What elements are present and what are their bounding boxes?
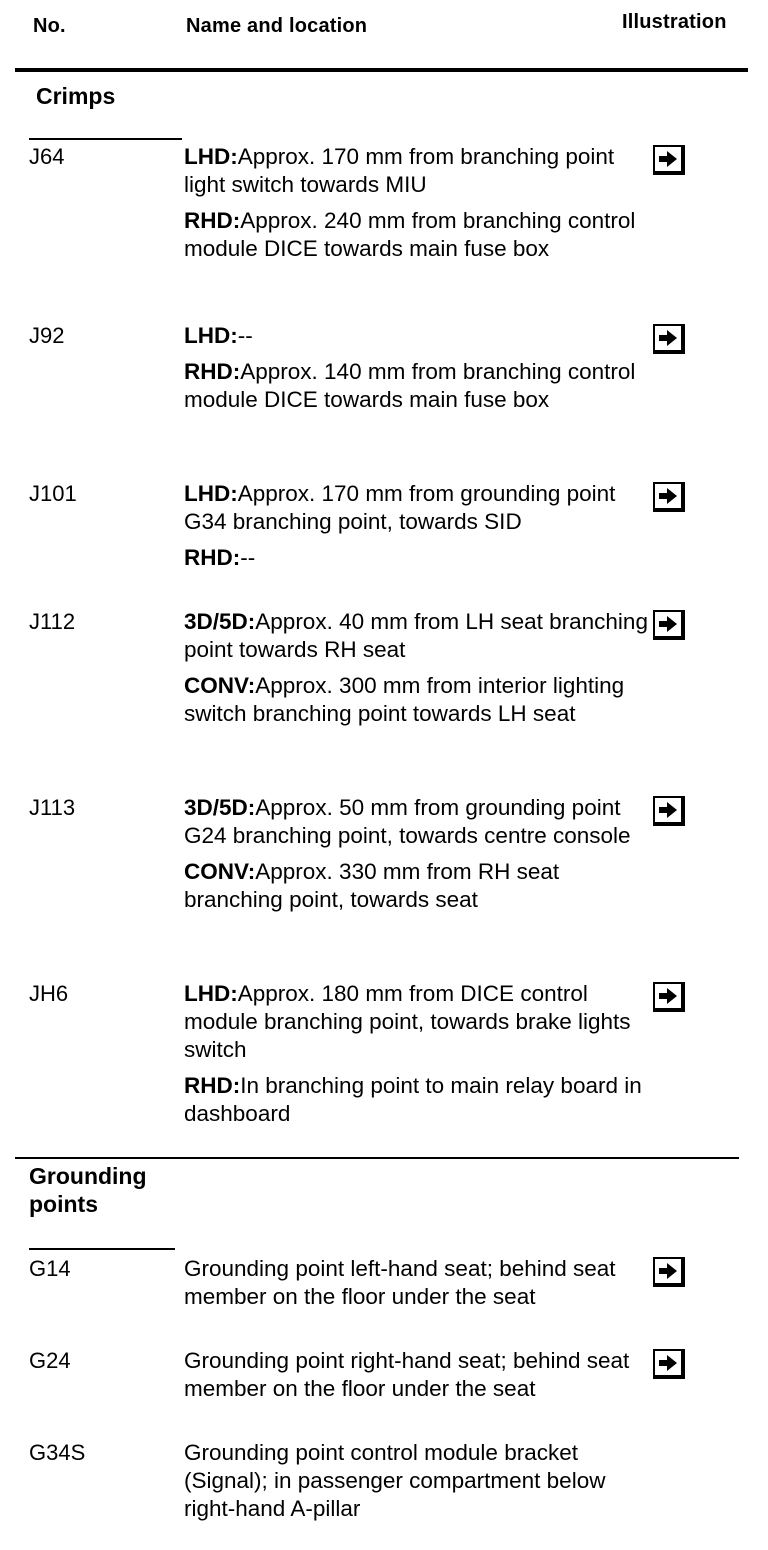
illustration-link[interactable]: [653, 145, 685, 175]
column-header-name-location: Name and location: [186, 15, 368, 37]
variant-text: Approx. 40 mm from LH seat branching point towards RH seat: [184, 609, 648, 662]
section-divider-grounding: [29, 1248, 175, 1250]
variant-text: Approx. 140 mm from branching control module DICE towards main fuse box: [184, 359, 636, 412]
variant-text: Approx. 240 mm from branching control module DICE towards main fuse box: [184, 208, 636, 261]
item-description: [184, 1439, 654, 1531]
variant-label: RHD:: [184, 545, 241, 570]
description-text: Grounding point left-hand seat; behind seat member on the floor under the seat: [184, 1256, 616, 1309]
variant-text: Approx. 180 mm from DICE control module branching point, towards brake lights switch: [184, 981, 631, 1062]
arrow-right-icon: [655, 984, 681, 1008]
variant-label: 3D/5D:: [184, 609, 256, 634]
section-title-line: points: [29, 1191, 98, 1217]
item-description: [184, 608, 654, 736]
illustration-link[interactable]: [653, 1349, 685, 1379]
item-number: G14: [29, 1256, 71, 1281]
item-description: [184, 794, 654, 922]
item-description: [184, 980, 654, 1136]
variant-text: Approx. 170 mm from grounding point G34 branching point, towards SID: [184, 481, 616, 534]
section-title-line: Grounding: [29, 1163, 147, 1189]
illustration-link[interactable]: [653, 982, 685, 1012]
variant-label: 3D/5D:: [184, 795, 256, 820]
item-number: J113: [29, 795, 76, 820]
arrow-right-icon: [655, 1351, 681, 1375]
illustration-link[interactable]: [653, 324, 685, 354]
arrow-right-icon: [655, 798, 681, 822]
arrow-right-icon: [655, 326, 681, 350]
variant-text: In branching point to main relay board in dashboard: [184, 1073, 642, 1126]
arrow-right-icon: [655, 147, 681, 171]
illustration-link[interactable]: [653, 1257, 685, 1287]
variant-text: --: [237, 323, 253, 348]
section-title-grounding-points: [29, 1162, 147, 1218]
description-text: Grounding point control module bracket (Signal); in passenger compartment below right-hand A-pillar: [184, 1440, 606, 1521]
item-number: J92: [29, 323, 65, 348]
column-header-no: No.: [33, 15, 66, 37]
section-divider-top: [15, 1157, 739, 1159]
item-description: [184, 1255, 654, 1319]
variant-label: CONV:: [184, 673, 256, 698]
variant-text: Approx. 50 mm from grounding point G24 branching point, towards centre console: [184, 795, 631, 848]
column-header-illustration: Illustration: [622, 11, 727, 33]
item-number: G34S: [29, 1440, 86, 1465]
arrow-right-icon: [655, 484, 681, 508]
item-description: [184, 143, 654, 271]
variant-text: --: [240, 545, 256, 570]
variant-text: Approx. 170 mm from branching point light switch towards MIU: [184, 144, 615, 197]
arrow-right-icon: [655, 1259, 681, 1283]
variant-text: Approx. 300 mm from interior lighting switch branching point towards LH seat: [184, 673, 625, 726]
item-number: G24: [29, 1348, 71, 1373]
item-number: J112: [29, 609, 76, 634]
variant-label: LHD:: [184, 981, 238, 1006]
header-divider: [15, 68, 748, 72]
item-description: [184, 480, 654, 580]
item-number: J101: [29, 481, 77, 506]
arrow-right-icon: [655, 612, 681, 636]
variant-label: RHD:: [184, 1073, 241, 1098]
item-number: JH6: [29, 981, 69, 1006]
item-number: J64: [29, 144, 65, 169]
variant-label: RHD:: [184, 208, 241, 233]
variant-label: RHD:: [184, 359, 241, 384]
variant-label: LHD:: [184, 481, 238, 506]
description-text: Grounding point right-hand seat; behind seat member on the floor under the seat: [184, 1348, 630, 1401]
section-title-crimps: Crimps: [36, 83, 116, 109]
illustration-link[interactable]: [653, 610, 685, 640]
illustration-link[interactable]: [653, 482, 685, 512]
section-divider-crimps: [29, 138, 182, 140]
variant-text: Approx. 330 mm from RH seat branching point, towards seat: [184, 859, 560, 912]
illustration-link[interactable]: [653, 796, 685, 826]
item-description: [184, 322, 654, 422]
variant-label: LHD:: [184, 144, 238, 169]
variant-label: CONV:: [184, 859, 256, 884]
item-description: [184, 1347, 654, 1411]
variant-label: LHD:: [184, 323, 238, 348]
